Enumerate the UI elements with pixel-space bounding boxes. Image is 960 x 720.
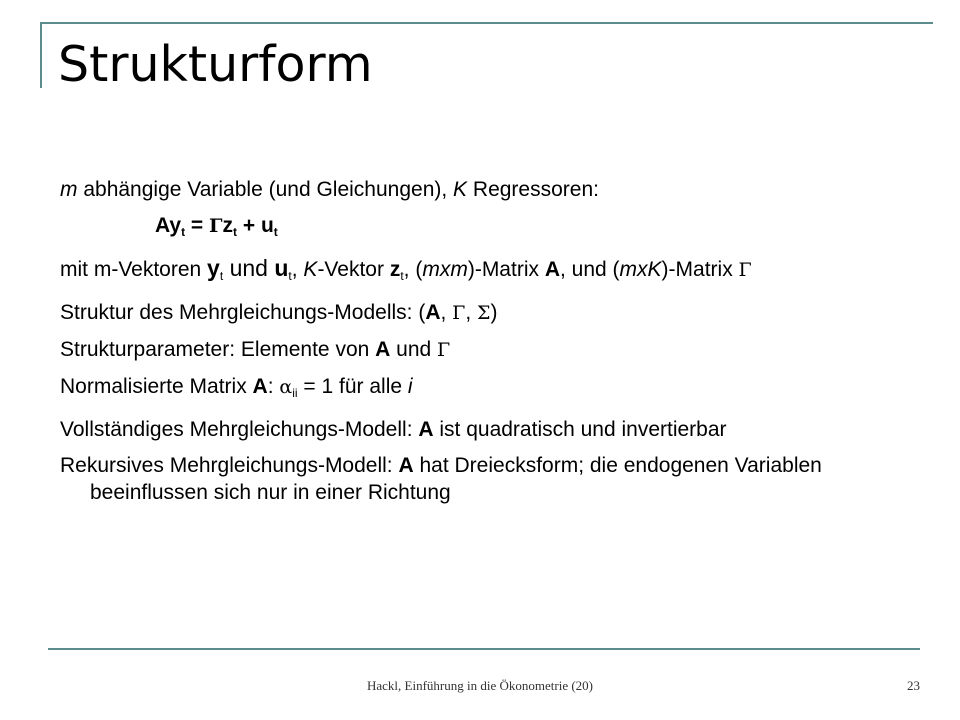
bottom-rule [48, 648, 920, 650]
intro-line: m abhängige Variable (und Gleichungen), K Regressoren: [60, 178, 599, 201]
parameters-line: Strukturparameter: Elemente von A und Γ [60, 338, 451, 361]
slide-body [60, 176, 910, 515]
normalized-line: Normalisierte Matrix A: $\alpha_{ii} = 1$ für alle i [60, 375, 413, 400]
structural-equation: $Ay_t = \Gamma z_t + u_t$ [155, 214, 278, 239]
structure-line: Struktur des Mehrgleichungs-Modells: (A, Γ, Σ) [60, 301, 498, 324]
slide-title: Strukturform [58, 36, 373, 93]
recursive-model-line: Rekursives Mehrgleichungs-Modell: A hat Dreiecksform; die endogenen Variablen beeinflussen sich nur in einer Richtung [60, 454, 822, 504]
top-rule [40, 22, 933, 24]
page-number: 23 [907, 678, 920, 693]
vectors-line: mit m-Vektoren $y_t$ und $u_t$, K-Vektor $z_t$, (mxm)-Matrix A, und (mxK)-Matrix Γ [60, 255, 752, 283]
footer-text: Hackl, Einführung in die Ökonometrie (20) [367, 678, 593, 693]
left-rule [40, 22, 42, 88]
complete-model-line: Vollständiges Mehrgleichungs-Modell: A ist quadratisch und invertierbar [60, 418, 727, 441]
